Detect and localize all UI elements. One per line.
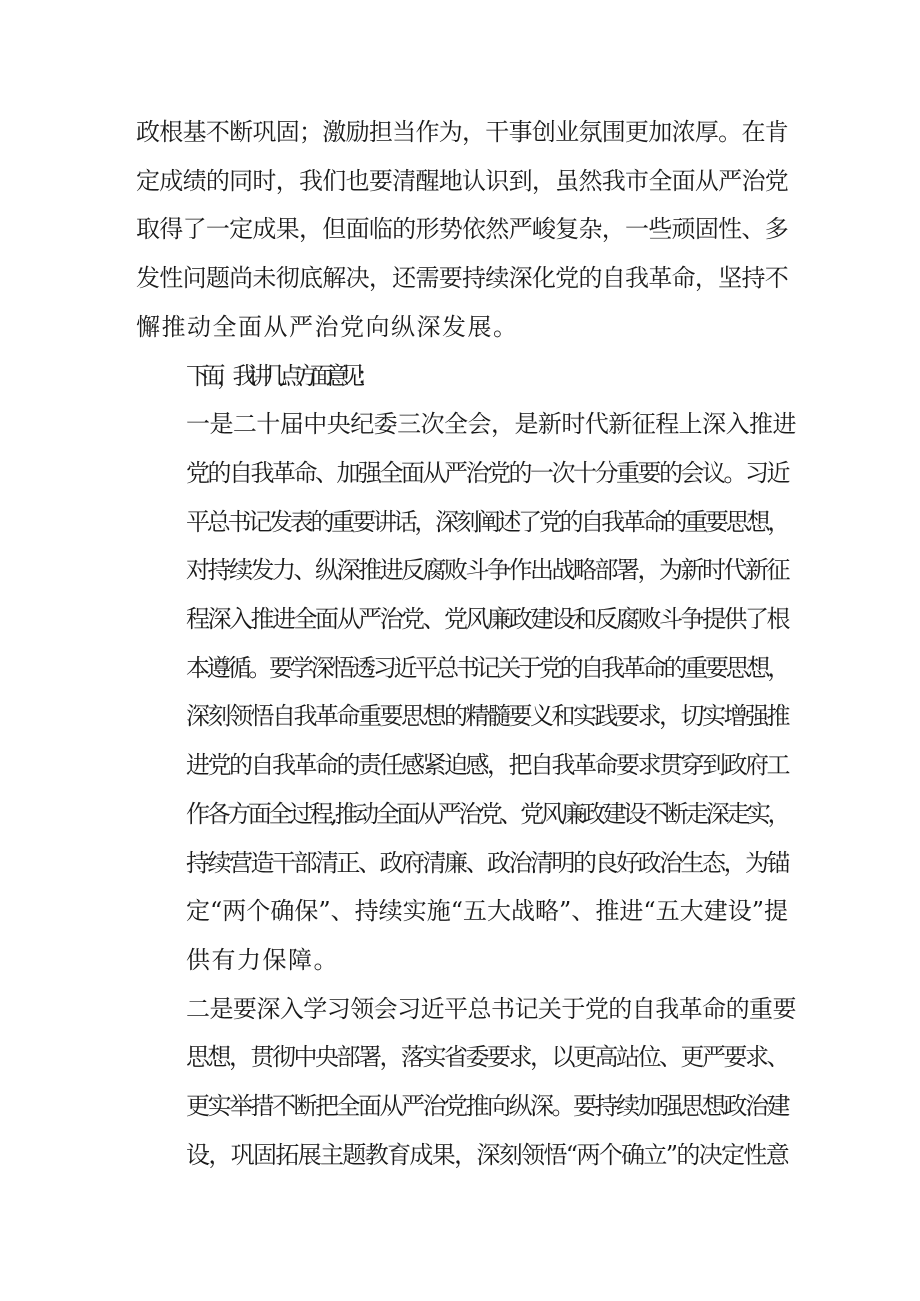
text-line: 本遵循。要学深悟透习近平总书记关于党的自我革命的重要思想， (186, 653, 788, 682)
text-line: 更实举措不断把全面从严治党推向纵深。要持续加强思想政治建 (186, 1092, 788, 1121)
text-line: 下面，我讲几点方面意见： (186, 361, 372, 390)
text-line: 取得了一定成果，但面临的形势依然严峻复杂，一些顽固性、多 (136, 215, 788, 244)
text-line: 设，巩固拓展主题教育成果，深刻领悟“两个确立”的决定性意 (186, 1140, 788, 1169)
text-line: 二是要深入学习领会习近平总书记关于党的自我革命的重要 (186, 994, 788, 1023)
text-line: 发性问题尚未彻底解决，还需要持续深化党的自我革命，坚持不 (136, 264, 788, 293)
text-line: 政根基不断巩固；激励担当作为，干事创业氛围更加浓厚。在肯 (136, 118, 788, 146)
document-body (136, 108, 788, 1179)
text-line: 定“两个确保”、持续实施“五大战略”、推进“五大建设”提 (186, 897, 788, 926)
paragraph-2 (136, 352, 788, 401)
text-line: 对持续发力、纵深推进反腐败斗争作出战略部署，为新时代新征 (186, 556, 788, 585)
paragraph-4 (136, 985, 788, 1180)
text-line: 定成绩的同时，我们也要清醒地认识到，虽然我市全面从严治党 (136, 166, 788, 195)
text-line: 作各方面全过程,推动全面从严治党、党风廉政建设不断走深走实， (186, 799, 788, 828)
paragraph-1 (136, 108, 788, 352)
paragraph-3 (136, 400, 788, 984)
text-line: 平总书记发表的重要讲话，深刻阐述了党的自我革命的重要思想， (186, 507, 788, 536)
text-line: 一是二十届中央纪委三次全会，是新时代新征程上深入推进 (186, 410, 788, 439)
text-line: 持续营造干部清正、政府清廉、政治清明的良好政治生态，为锚 (186, 848, 788, 877)
text-line: 党的自我革命、加强全面从严治党的一次十分重要的会议。习近 (186, 458, 788, 487)
text-line: 进党的自我革命的责任感紧迫感，把自我革命要求贯穿到政府工 (186, 751, 788, 780)
text-line: 懈推动全面从严治党向纵深发展。 (136, 312, 519, 341)
text-line: 程深入推进全面从严治党、党风廉政建设和反腐败斗争提供了根 (186, 605, 788, 634)
text-line: 供有力保障。 (186, 945, 339, 974)
text-line: 思想，贯彻中央部署，落实省委要求，以更高站位、更严要求、 (186, 1043, 788, 1072)
text-line: 深刻领悟自我革命重要思想的精髓要义和实践要求，切实增强推 (186, 702, 788, 731)
